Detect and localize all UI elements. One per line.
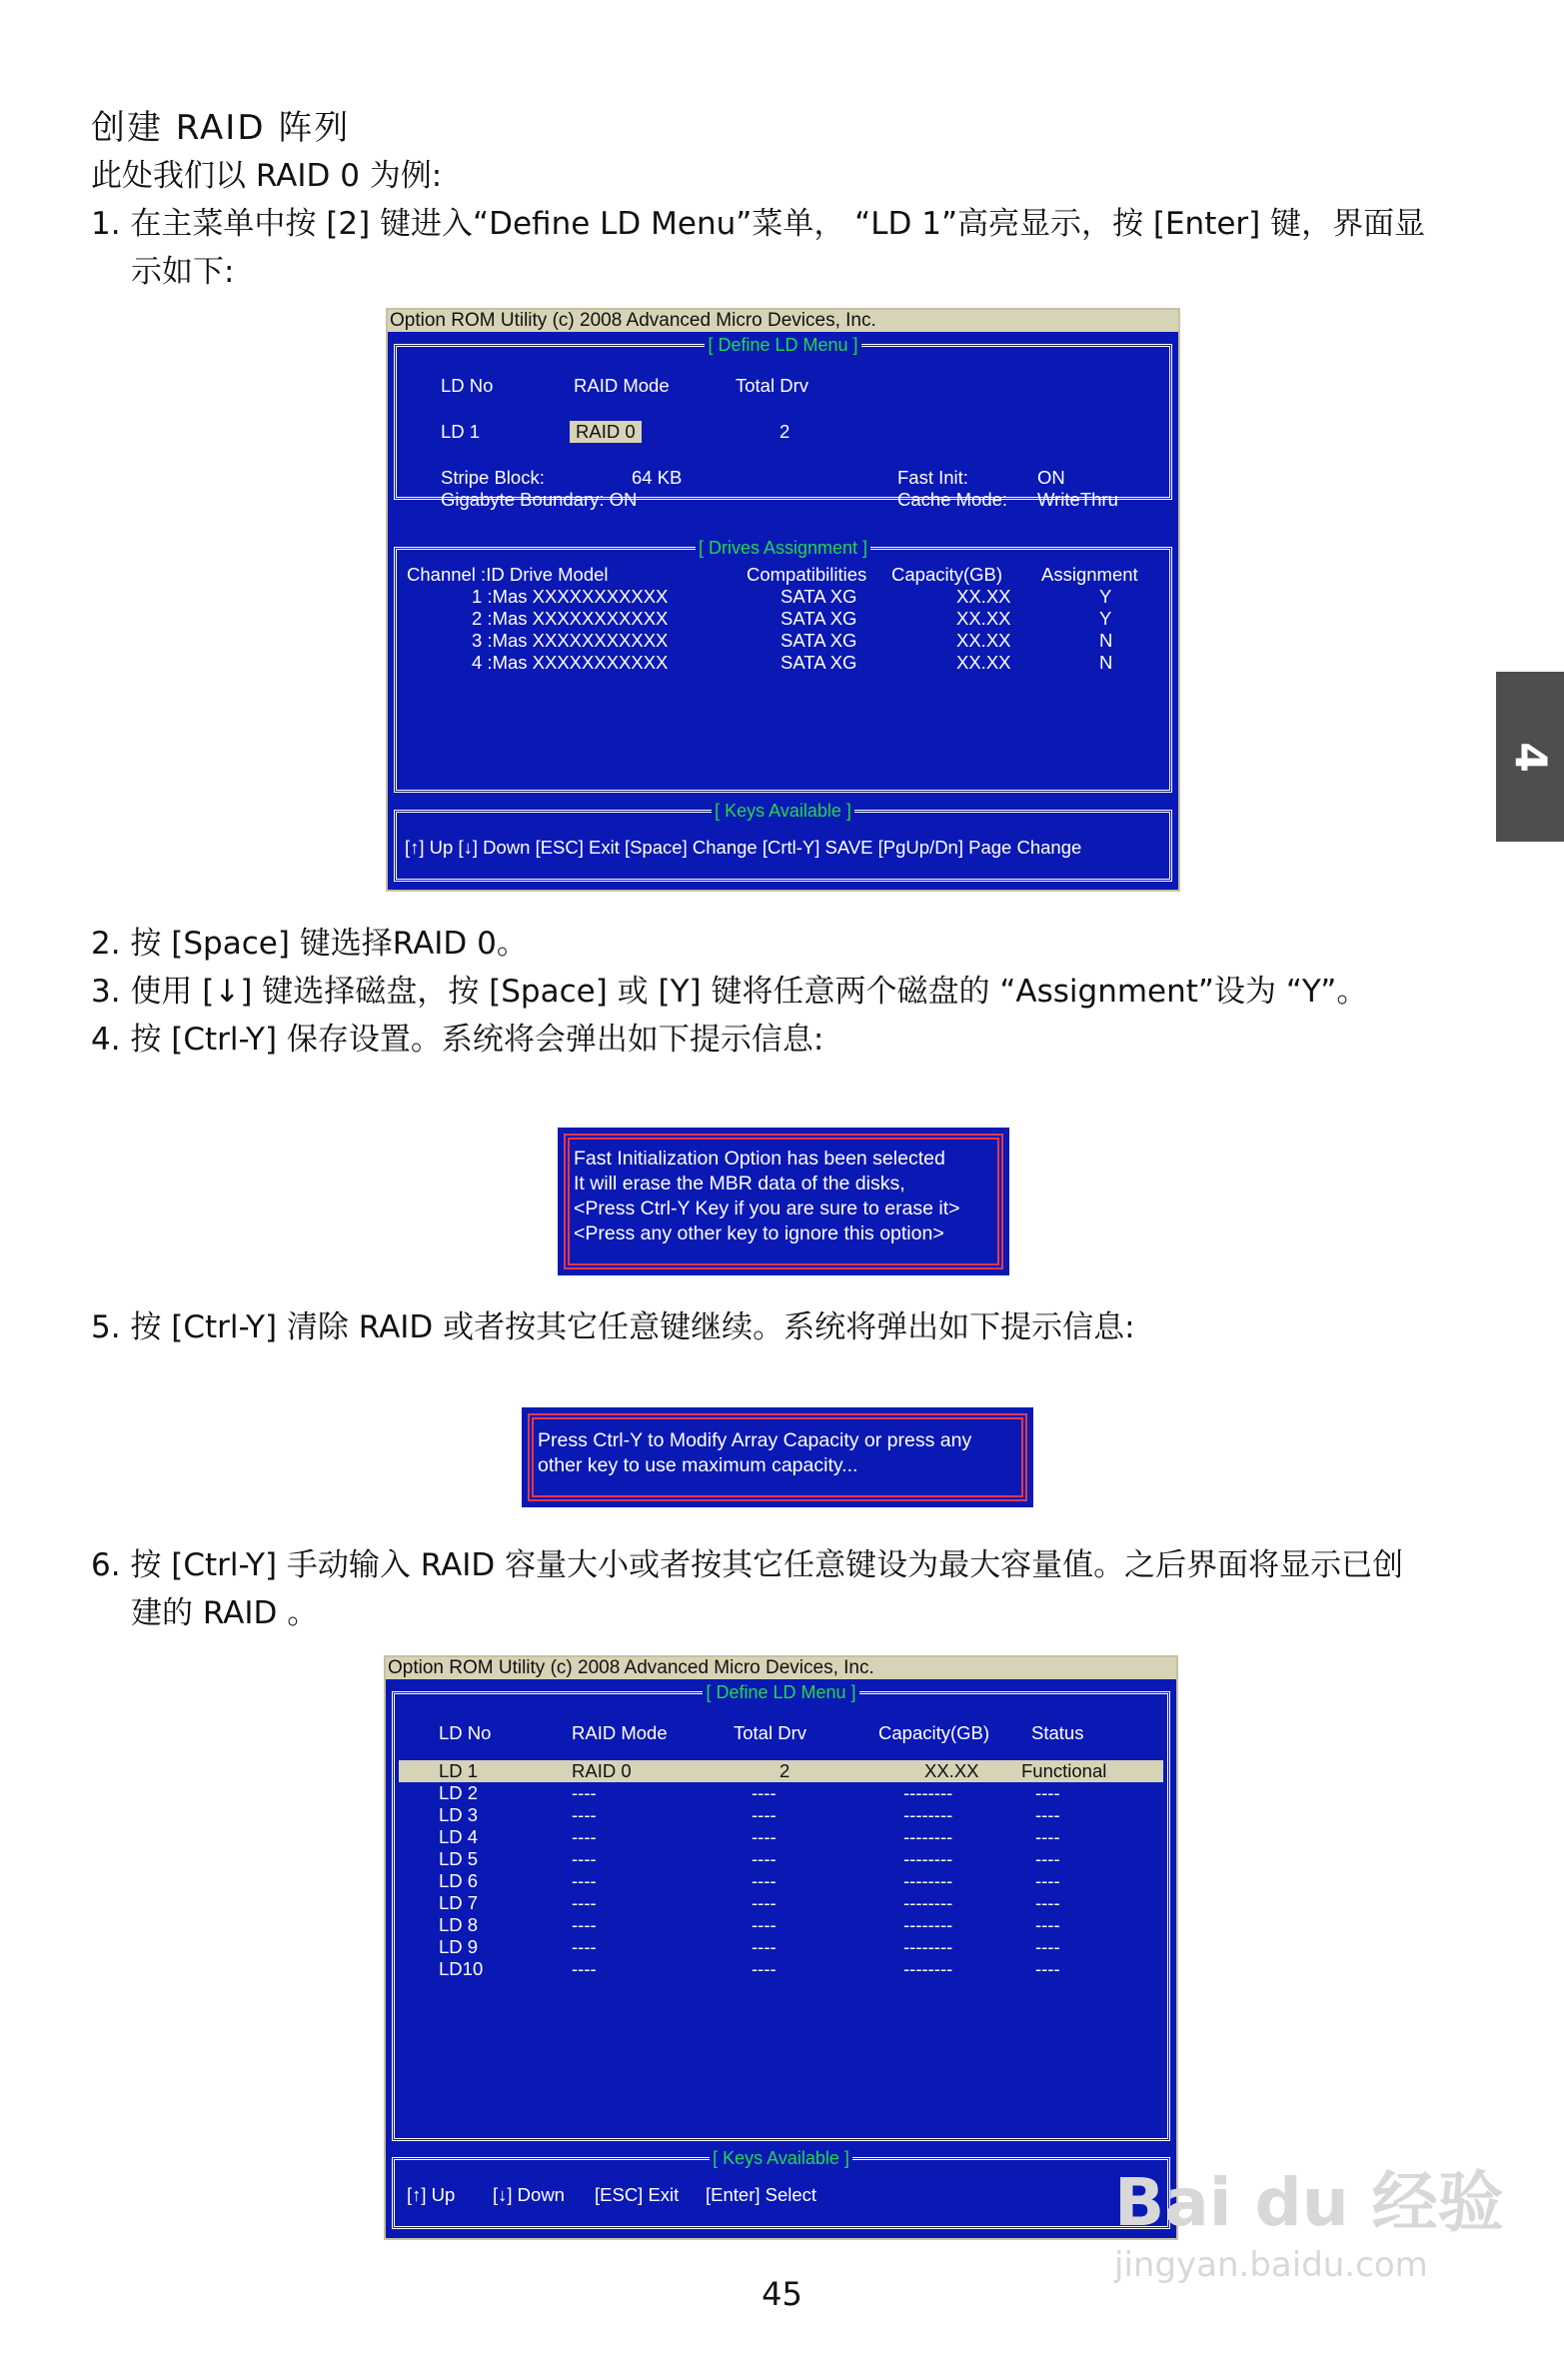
intro-text: 此处我们以 RAID 0 为例: bbox=[91, 158, 443, 194]
ld-status: ---- bbox=[1035, 1782, 1060, 1803]
ld-name: LD 2 bbox=[439, 1782, 479, 1803]
keys-available-title: [ Keys Available ] bbox=[710, 2148, 852, 2168]
step-2: 2. 按 [Space] 键选择RAID 0。 bbox=[91, 926, 528, 962]
drive-compat: SATA XG bbox=[781, 586, 857, 607]
header-ld-no: LD No bbox=[441, 375, 494, 396]
ld-mode: ---- bbox=[572, 1804, 597, 1825]
define-ld-menu-title: [ Define LD Menu ] bbox=[703, 1682, 858, 1702]
modify-capacity-dialog bbox=[522, 1407, 1033, 1507]
drive-compat: SATA XG bbox=[781, 652, 857, 673]
ld-mode: ---- bbox=[572, 1870, 597, 1891]
drive-id: 2 :Mas XXXXXXXXXXX bbox=[472, 608, 669, 629]
raid-mode-selected[interactable]: RAID 0 bbox=[570, 421, 642, 443]
ld-name: LD 3 bbox=[439, 1804, 479, 1825]
ld-name: LD 4 bbox=[439, 1826, 479, 1847]
chapter-tab bbox=[1496, 672, 1564, 842]
step-3: 3. 使用 [↓] 键选择磁盘，按 [Space] 或 [Y] 键将任意两个磁盘的 “Assignment”设为 “Y”。 bbox=[91, 974, 1368, 1010]
drive-compat: SATA XG bbox=[781, 608, 857, 629]
ld-mode: ---- bbox=[572, 1936, 597, 1957]
ld-cap: -------- bbox=[903, 1848, 953, 1869]
ld-status: Functional bbox=[1021, 1760, 1107, 1781]
baidu-watermark-logo: Bai du 经验 bbox=[1114, 2164, 1504, 2241]
step-5: 5. 按 [Ctrl-Y] 清除 RAID 或者按其它任意键继续。系统将弹出如下提示信息: bbox=[91, 1309, 1135, 1345]
drive-id: 3 :Mas XXXXXXXXXXX bbox=[472, 630, 669, 651]
step-1-line-1: 1. 在主菜单中按 [2] 键进入“Define LD Menu”菜单， “LD 1”高亮显示，按 [Enter] 键，界面显 bbox=[91, 206, 1426, 242]
ld-drv: ---- bbox=[752, 1848, 777, 1869]
drive-assignment[interactable]: Y bbox=[1099, 608, 1112, 629]
ld-name: LD 6 bbox=[439, 1870, 479, 1891]
ld-cap: -------- bbox=[903, 1826, 953, 1847]
step-4: 4. 按 [Ctrl-Y] 保存设置。系统将会弹出如下提示信息: bbox=[91, 1022, 824, 1058]
ld-status: ---- bbox=[1035, 1826, 1060, 1847]
dialog-line: It will erase the MBR data of the disks, bbox=[574, 1173, 905, 1194]
ld-status: ---- bbox=[1035, 1958, 1060, 1979]
ld-cap: -------- bbox=[903, 1870, 953, 1891]
header-capacity: Capacity(GB) bbox=[891, 564, 1003, 585]
keys-help-line: [↑] Up [↓] Down [ESC] Exit [Space] Change [Crtl-Y] SAVE [PgUp/Dn] Page Change bbox=[405, 837, 1082, 858]
ld-cap: -------- bbox=[903, 1782, 953, 1803]
drive-assignment[interactable]: N bbox=[1099, 630, 1113, 651]
key-enter: [Enter] Select bbox=[706, 2184, 817, 2205]
step-1-line-2: 示如下: bbox=[131, 254, 235, 290]
ld-status: ---- bbox=[1035, 1914, 1060, 1935]
step-6-line-2: 建的 RAID 。 bbox=[131, 1595, 319, 1631]
ld-cap: -------- bbox=[903, 1958, 953, 1979]
ld-name: LD 8 bbox=[439, 1914, 479, 1935]
ld-drv: ---- bbox=[752, 1826, 777, 1847]
gigabyte-boundary[interactable]: Gigabyte Boundary: ON bbox=[441, 489, 638, 510]
drive-capacity: XX.XX bbox=[956, 608, 1011, 629]
drive-compat: SATA XG bbox=[781, 630, 857, 651]
drive-capacity: XX.XX bbox=[956, 652, 1011, 673]
ld-row-name: LD 1 bbox=[441, 421, 481, 442]
stripe-block-value[interactable]: 64 KB bbox=[632, 467, 683, 488]
ld-drv: ---- bbox=[752, 1804, 777, 1825]
ld-name: LD10 bbox=[439, 1958, 484, 1979]
fast-init-value[interactable]: ON bbox=[1037, 467, 1065, 488]
cache-mode-label: Cache Mode: bbox=[897, 489, 1008, 510]
ld-cap: XX.XX bbox=[924, 1760, 979, 1781]
ld-mode: RAID 0 bbox=[572, 1760, 632, 1781]
dialog-line: Fast Initialization Option has been selected bbox=[574, 1148, 945, 1170]
drive-assignment[interactable]: N bbox=[1099, 652, 1113, 673]
header-ld-no: LD No bbox=[439, 1722, 492, 1743]
header-total-drv: Total Drv bbox=[734, 1722, 806, 1743]
drive-assignment[interactable]: Y bbox=[1099, 586, 1112, 607]
ld-name: LD 5 bbox=[439, 1848, 479, 1869]
ld-mode: ---- bbox=[572, 1958, 597, 1979]
header-total-drv: Total Drv bbox=[736, 375, 808, 396]
dialog-line: Press Ctrl-Y to Modify Array Capacity or press any bbox=[538, 1429, 972, 1451]
header-status: Status bbox=[1031, 1722, 1084, 1743]
fast-init-label: Fast Init: bbox=[897, 467, 968, 488]
ld-status: ---- bbox=[1035, 1804, 1060, 1825]
ld-drv: ---- bbox=[752, 1892, 777, 1913]
ld-cap: -------- bbox=[903, 1804, 953, 1825]
ld-mode: ---- bbox=[572, 1848, 597, 1869]
bios-title-bar: Option ROM Utility (c) 2008 Advanced Micro Devices, Inc. bbox=[386, 1657, 1176, 1679]
ld-drv: ---- bbox=[752, 1782, 777, 1803]
drive-id: 4 :Mas XXXXXXXXXXX bbox=[472, 652, 669, 673]
ld-cap: -------- bbox=[903, 1936, 953, 1957]
bios-screen-ld-list bbox=[384, 1655, 1178, 2240]
ld-cap: -------- bbox=[903, 1892, 953, 1913]
drives-assignment-title: [ Drives Assignment ] bbox=[696, 538, 870, 558]
ld-mode: ---- bbox=[572, 1892, 597, 1913]
define-ld-panel bbox=[394, 335, 1172, 510]
ld-mode: ---- bbox=[572, 1782, 597, 1803]
ld-mode: ---- bbox=[572, 1826, 597, 1847]
drive-capacity: XX.XX bbox=[956, 586, 1011, 607]
ld-name: LD 9 bbox=[439, 1936, 479, 1957]
fast-init-warning-dialog bbox=[558, 1128, 1009, 1275]
drives-assignment-panel bbox=[394, 538, 1172, 793]
ld-cap: -------- bbox=[903, 1914, 953, 1935]
header-capacity: Capacity(GB) bbox=[878, 1722, 990, 1743]
ld-name: LD 1 bbox=[439, 1760, 479, 1781]
ld-drv: ---- bbox=[752, 1870, 777, 1891]
key-up: [↑] Up bbox=[407, 2184, 456, 2205]
keys-available-title: [ Keys Available ] bbox=[712, 801, 854, 821]
bios-screen-define-ld bbox=[386, 308, 1180, 892]
header-raid-mode: RAID Mode bbox=[572, 1722, 668, 1743]
ld-drv: ---- bbox=[752, 1914, 777, 1935]
stripe-block-label: Stripe Block: bbox=[441, 467, 545, 488]
ld-status: ---- bbox=[1035, 1870, 1060, 1891]
ld-drv: 2 bbox=[780, 1760, 790, 1781]
ld-drv: ---- bbox=[752, 1936, 777, 1957]
ld-status: ---- bbox=[1035, 1848, 1060, 1869]
page-heading: 创建 RAID 阵列 bbox=[91, 108, 351, 148]
baidu-watermark-url: jingyan.baidu.com bbox=[1114, 2245, 1428, 2285]
header-raid-mode: RAID Mode bbox=[574, 375, 670, 396]
chapter-number: 4 bbox=[1504, 742, 1556, 773]
step-6-line-1: 6. 按 [Ctrl-Y] 手动输入 RAID 容量大小或者按其它任意键设为最大容量值。之后界面将显示已创 bbox=[91, 1547, 1404, 1583]
define-ld-panel bbox=[392, 1682, 1170, 2141]
cache-mode-value[interactable]: WriteThru bbox=[1037, 489, 1118, 510]
header-channel: Channel :ID Drive Model bbox=[407, 564, 609, 585]
dialog-line: <Press Ctrl-Y Key if you are sure to erase it> bbox=[574, 1197, 960, 1219]
ld-status: ---- bbox=[1035, 1892, 1060, 1913]
keys-available-panel bbox=[392, 2148, 1170, 2229]
header-compat: Compatibilities bbox=[747, 564, 867, 585]
drive-capacity: XX.XX bbox=[956, 630, 1011, 651]
page-number: 45 bbox=[762, 2275, 802, 2313]
key-down: [↓] Down bbox=[493, 2184, 565, 2205]
header-assignment: Assignment bbox=[1041, 564, 1138, 585]
ld-status: ---- bbox=[1035, 1936, 1060, 1957]
bios-title-bar: Option ROM Utility (c) 2008 Advanced Micro Devices, Inc. bbox=[388, 310, 1178, 332]
ld-row-total-drv: 2 bbox=[780, 421, 790, 442]
ld-drv: ---- bbox=[752, 1958, 777, 1979]
keys-available-panel bbox=[394, 801, 1172, 882]
key-esc: [ESC] Exit bbox=[595, 2184, 680, 2205]
ld-mode: ---- bbox=[572, 1914, 597, 1935]
ld-name: LD 7 bbox=[439, 1892, 479, 1913]
dialog-line: other key to use maximum capacity... bbox=[538, 1454, 858, 1476]
drive-id: 1 :Mas XXXXXXXXXXX bbox=[472, 586, 669, 607]
dialog-line: <Press any other key to ignore this option> bbox=[574, 1222, 944, 1244]
define-ld-menu-title: [ Define LD Menu ] bbox=[705, 335, 860, 355]
